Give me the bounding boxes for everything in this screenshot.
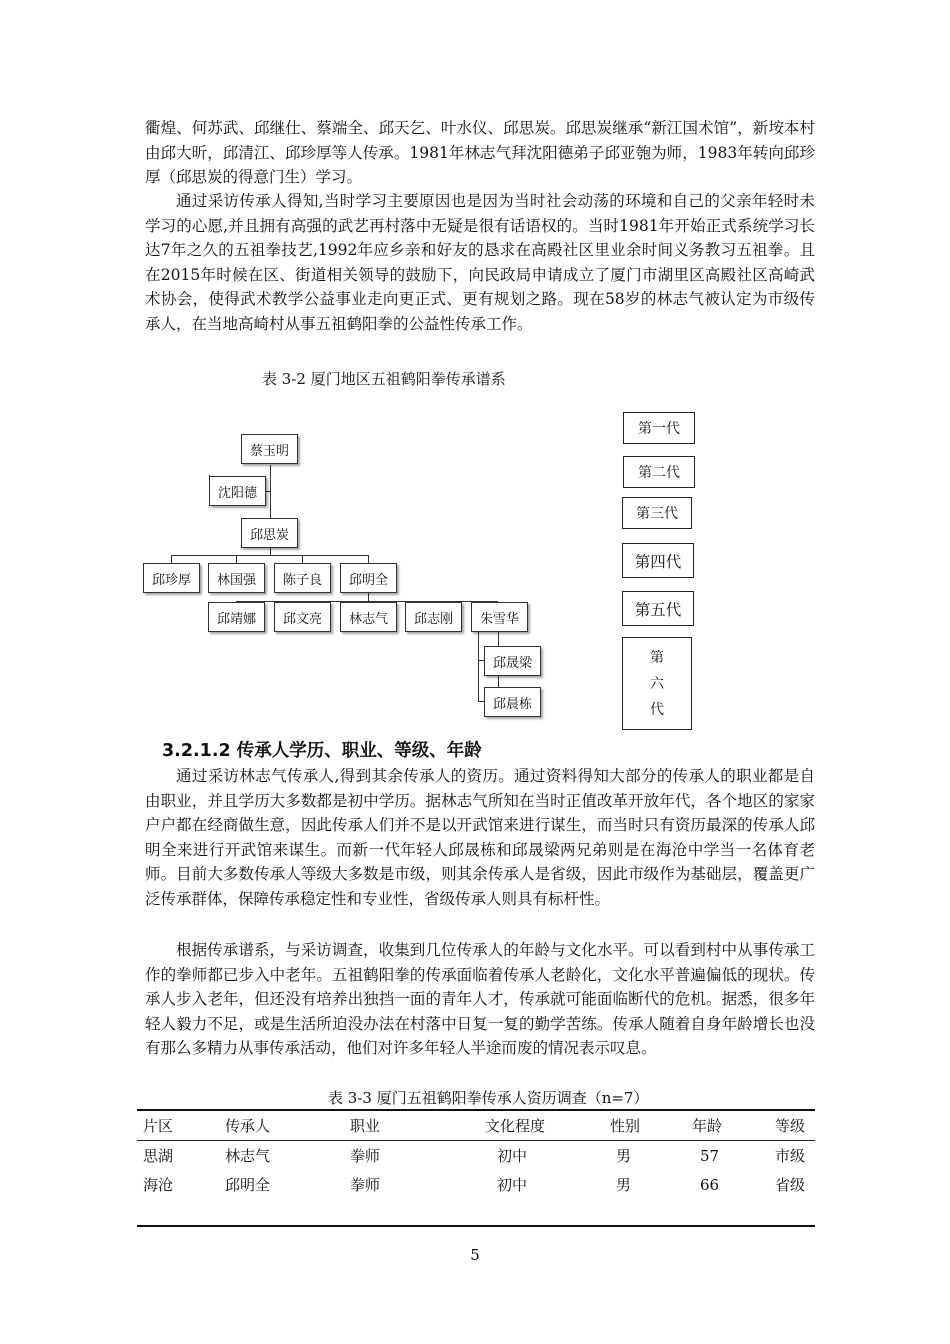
table-bottom-rule <box>137 1225 815 1227</box>
qualification-table <box>137 1110 815 1199</box>
table-row <box>137 1170 815 1199</box>
generation-5-box: 第五代 <box>622 591 694 626</box>
cell-area: 思湖 <box>143 1147 174 1165</box>
generation-4-box: 第四代 <box>622 543 694 578</box>
cell-area: 海沧 <box>143 1176 174 1194</box>
cell-gender: 男 <box>616 1176 632 1194</box>
node-qiu-wenliang: 邱文亮 <box>274 602 331 632</box>
node-qiu-shengliang: 邱晟梁 <box>484 646 541 676</box>
cell-gender: 男 <box>616 1147 632 1165</box>
generation-6-char-2: 六 <box>650 675 664 692</box>
table-caption: 表 3-3 厦门五祖鹤阳拳传承人资历调查（n=7） <box>328 1089 649 1107</box>
node-qiu-mingquan: 邱明全 <box>340 563 397 593</box>
node-cai-yuming: 蔡玉明 <box>241 434 298 464</box>
node-qiu-chendong: 邱晨栋 <box>484 687 541 717</box>
header-level: 等级 <box>775 1110 815 1141</box>
cell-occupation: 拳师 <box>350 1147 381 1165</box>
table-row <box>137 1141 815 1171</box>
cell-education: 初中 <box>497 1147 528 1165</box>
header-occupation: 职业 <box>350 1110 485 1141</box>
cell-education: 初中 <box>497 1176 528 1194</box>
paragraph-2: 通过采访传承人得知,当时学习主要原因也是因为当时社会动荡的环境和自己的父亲年轻时未学习的心愿,并且拥有高强的武艺再村落中无疑是很有话语权的。当时1981年开始正式系统学习长达7年之久的五祖拳技艺,1992年应乡亲和好友的恳求在高殿社区里业余时间义务教习五祖拳。且在2015年时候在区、街道相关领导的鼓励下，向民政局申请成立了厦门市湖里区高殿社区高崎武术协会，使得武术教学公益事业走向更正式、更有规划之路。现在58岁的林志气被认定为市级传承人，在当地高崎村从事五祖鹤阳拳的公益性传承工作。 <box>145 192 815 333</box>
paragraph-3: 通过采访林志气传承人,得到其余传承人的资历。通过资料得知大部分的传承人的职业都是自由职业，并且学历大多数都是初中学历。据林志气所知在当时正值改革开放年代，各个地区的家家户户都在经商做生意，因此传承人们并不是以开武馆来进行谋生，而当时只有资历最深的传承人邱明全来进行开武馆来谋生。而新一代年轻人邱晟栋和邱晟梁两兄弟则是在海沧中学当一名体育老师。目前大多数传承人等级大多数是市级，则其余传承人是省级，因此市级作为基础层，覆盖更广泛传承群体，保障传承稳定性和专业性，省级传承人则具有标杆性。 <box>145 767 815 908</box>
section-heading: 3.2.1.2 传承人学历、职业、等级、年龄 <box>162 741 482 761</box>
generation-3-box: 第三代 <box>622 497 692 529</box>
cell-level: 市级 <box>775 1147 806 1165</box>
generation-6-char-1: 第 <box>650 649 664 666</box>
generation-2-box: 第二代 <box>623 456 695 488</box>
node-zhu-xuehua: 朱雪华 <box>471 602 528 632</box>
generation-6-char-3: 代 <box>650 701 664 718</box>
paragraph-1: 衢煌、何苏武、邱继仕、蔡端全、邱天乞、叶水仪、邱思炭。邱思炭继承“新江国术馆”，新垵本村由邱大昕，邱清江、邱珍厚等人传承。1981年林志气拜沈阳德弟子邱亚匏为师，1983年转向邱珍厚（邱思炭的得意门生）学习。 <box>145 119 815 186</box>
generation-6-box <box>622 637 692 730</box>
node-qiu-jingna: 邱靖娜 <box>208 602 265 632</box>
cell-occupation: 拳师 <box>350 1176 381 1194</box>
header-inheritor: 传承人 <box>225 1110 350 1141</box>
node-qiu-zhenhou: 邱珍厚 <box>143 563 200 593</box>
node-shen-yangde: 沈阳德 <box>209 476 266 506</box>
header-gender: 性别 <box>610 1110 692 1141</box>
node-lin-zhiqi: 林志气 <box>340 602 397 632</box>
header-area: 片区 <box>137 1110 225 1141</box>
page-number: 5 <box>470 1246 480 1264</box>
cell-age: 66 <box>700 1175 720 1194</box>
node-lin-guoqiang: 林国强 <box>208 563 265 593</box>
node-qiu-zhigang: 邱志刚 <box>405 602 462 632</box>
paragraph-4: 根据传承谱系，与采访调查，收集到几位传承人的年龄与文化水平。可以看到村中从事传承工作的拳师都已步入中老年。五祖鹤阳拳的传承面临着传承人老龄化，文化水平普遍偏低的现状。传承人步入老年，但还没有培养出独挡一面的青年人才，传承就可能面临断代的危机。据悉，很多年轻人毅力不足，或是生活所迫没办法在村落中日复一复的勤学苦练。传承人随着自身年龄增长也没有那么多精力从事传承活动，他们对许多年轻人半途而废的情况表示叹息。 <box>145 941 815 1057</box>
node-chen-ziliang: 陈子良 <box>274 563 331 593</box>
header-education: 文化程度 <box>485 1110 610 1141</box>
cell-inheritor: 林志气 <box>225 1147 271 1165</box>
generation-1-box: 第一代 <box>623 412 695 444</box>
figure-caption: 表 3-2 厦门地区五祖鹤阳拳传承谱系 <box>262 370 506 388</box>
table-header-row <box>137 1110 815 1141</box>
cell-age: 57 <box>700 1146 720 1165</box>
header-age: 年龄 <box>692 1110 775 1141</box>
cell-level: 省级 <box>775 1176 806 1194</box>
node-qiu-sitan: 邱思炭 <box>241 518 298 548</box>
cell-inheritor: 邱明全 <box>225 1176 271 1194</box>
